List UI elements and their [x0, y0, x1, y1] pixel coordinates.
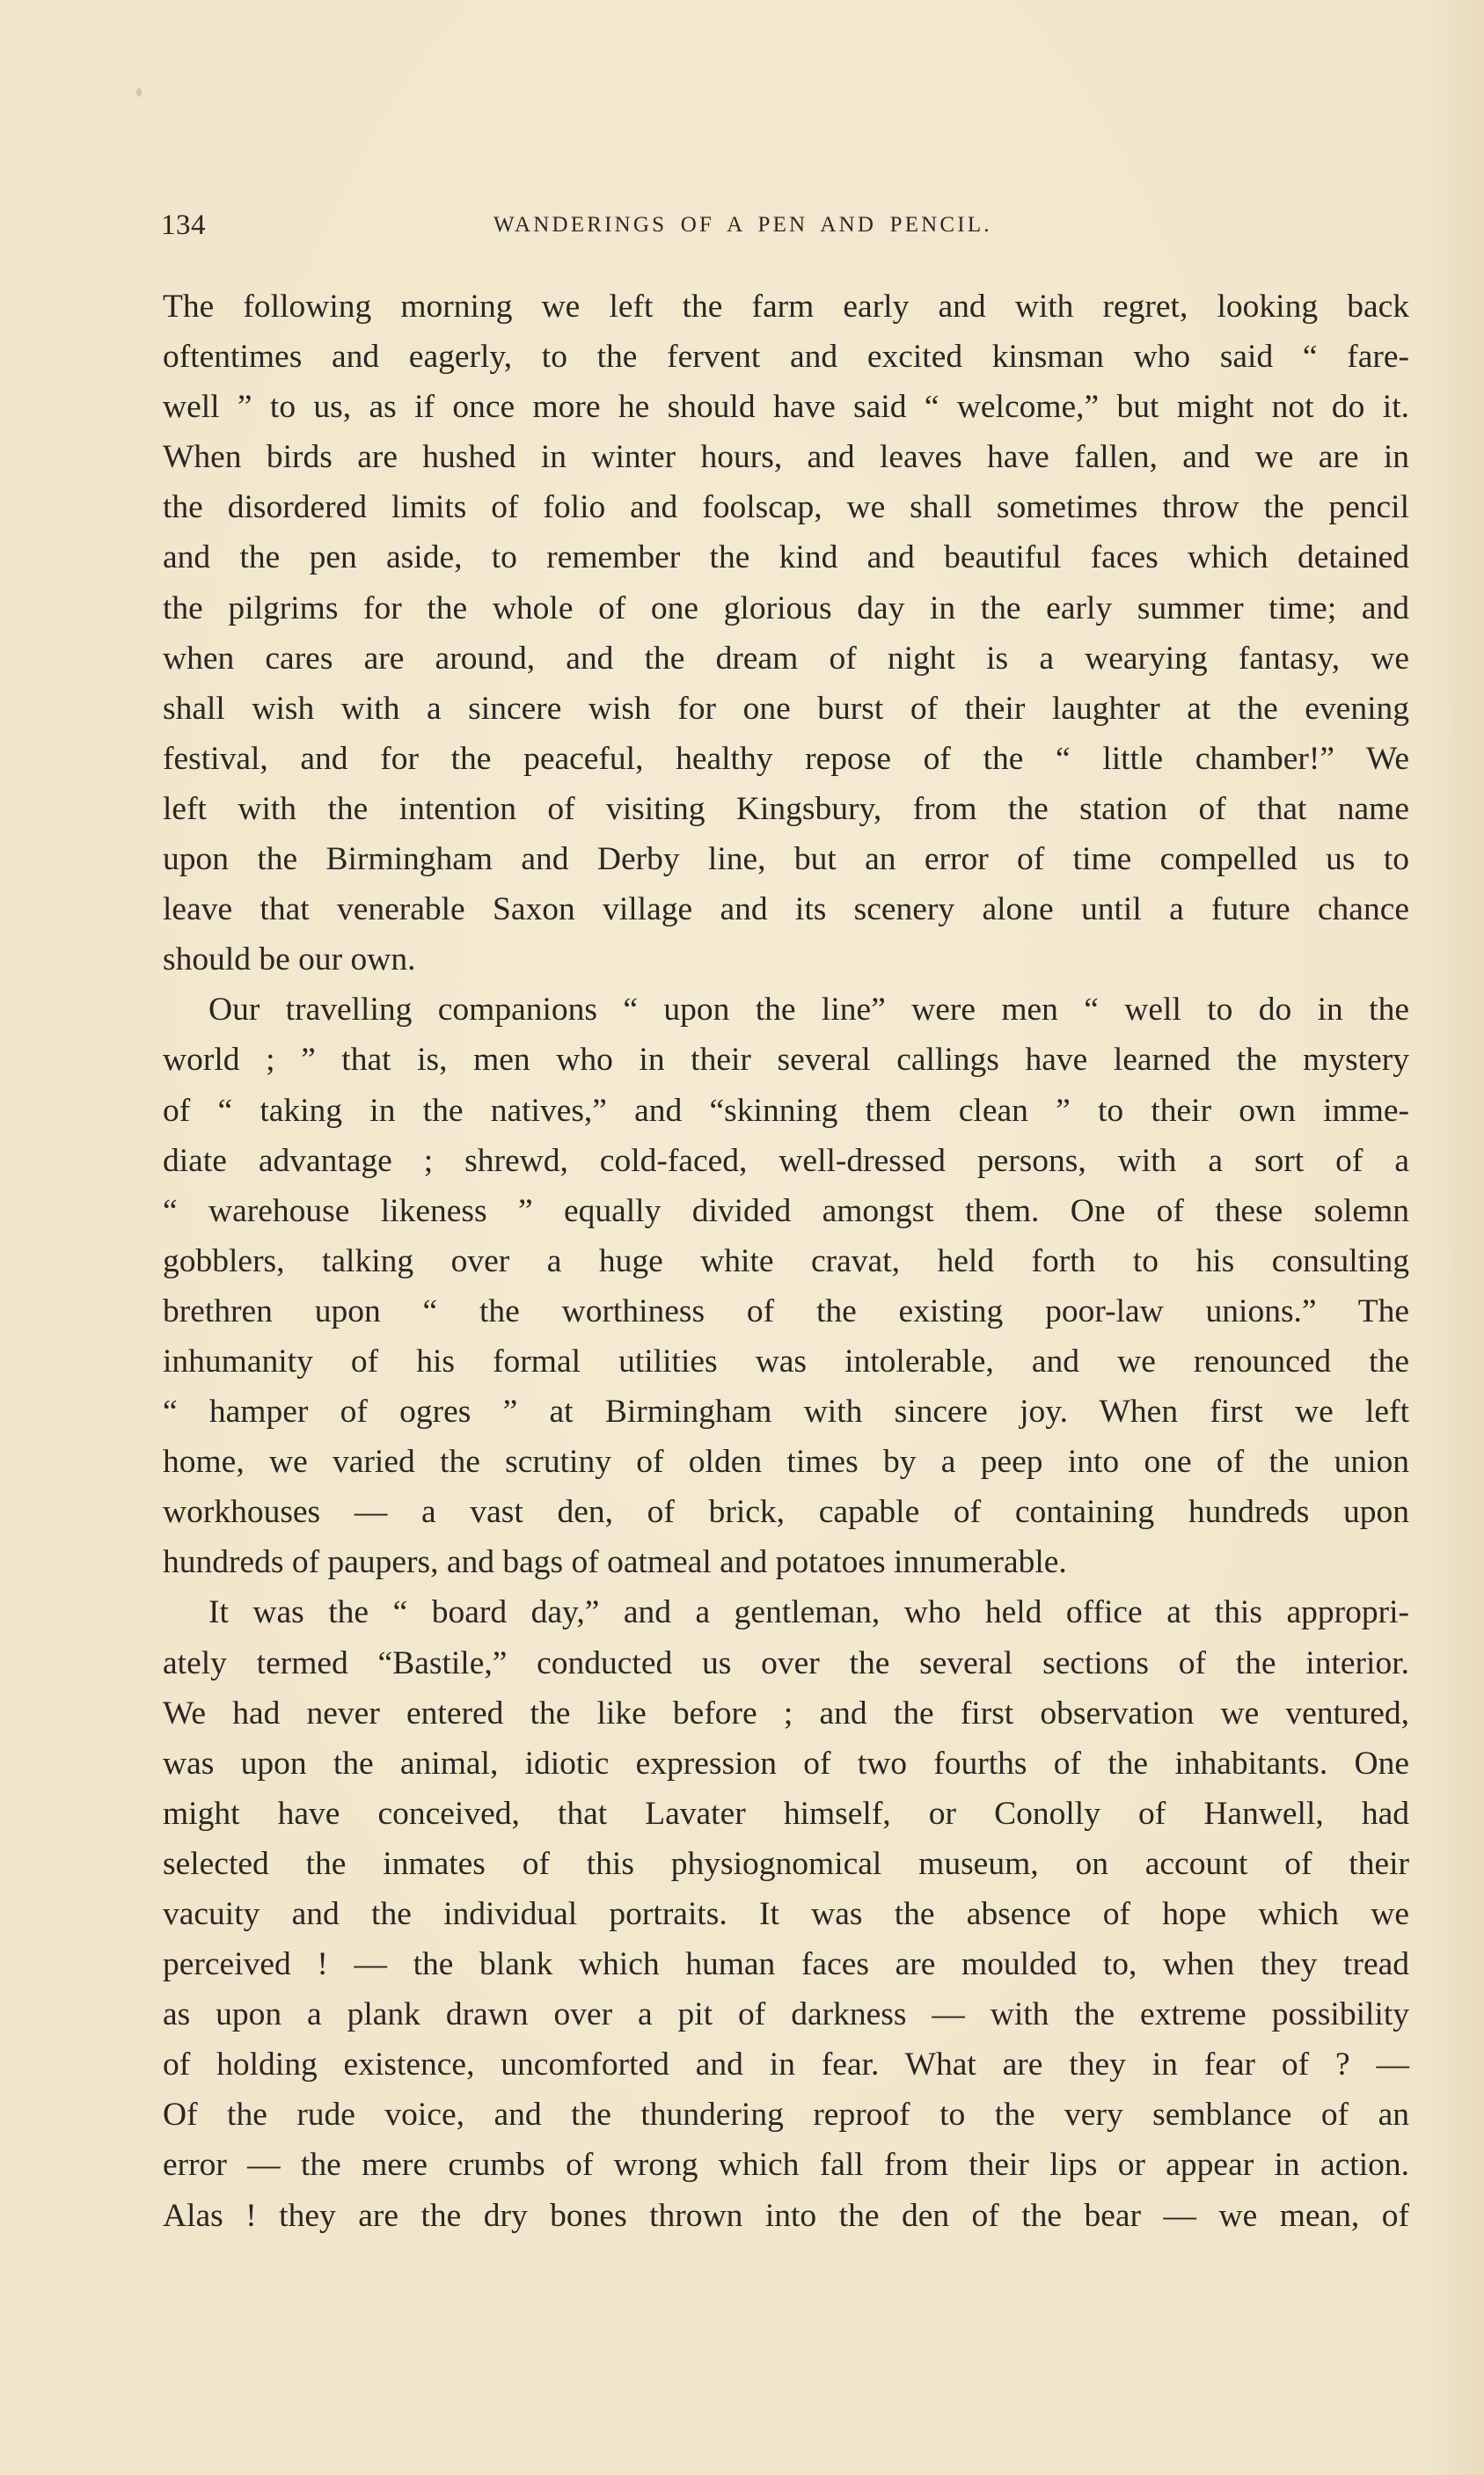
text-line: “ hamper of ogres ” at Birmingham with sincere joy. When first we left: [163, 1394, 1409, 1431]
running-head: [161, 208, 1415, 243]
text-line: world ; ” that is, men who in their several callings have learned the mystery: [163, 1042, 1409, 1079]
running-title: WANDERINGS OF A PEN AND PENCIL.: [493, 213, 992, 237]
text-line: Alas ! they are the dry bones thrown into the den of the bear — we mean, of: [163, 2197, 1409, 2234]
text-line: We had never entered the like before ; and the first observation we ventured,: [163, 1695, 1409, 1732]
text-line: diate advantage ; shrewd, cold-faced, well-dressed persons, with a sort of a: [163, 1142, 1409, 1179]
text-line: home, we varied the scrutiny of olden times by a peep into one of the union: [163, 1444, 1409, 1481]
text-line: the disordered limits of folio and foolscap, we shall sometimes throw the pencil: [163, 489, 1409, 526]
text-line: shall wish with a sincere wish for one burst of their laughter at the evening: [163, 690, 1409, 727]
text-line: was upon the animal, idiotic expression of two fourths of the inhabitants. One: [163, 1745, 1409, 1782]
text-line: error — the mere crumbs of wrong which fall from their lips or appear in action.: [163, 2147, 1409, 2184]
text-line: The following morning we left the farm early and with regret, looking back: [163, 289, 1409, 325]
body-text: [163, 282, 1409, 2241]
paragraph: [163, 282, 1409, 985]
text-line: might have conceived, that Lavater himself, or Conolly of Hanwell, had: [163, 1795, 1409, 1832]
text-line: well ” to us, as if once more he should have said “ welcome,” but might not do it.: [163, 389, 1409, 426]
text-line: oftentimes and eagerly, to the fervent and excited kinsman who said “ fare-: [163, 339, 1409, 376]
text-line: and the pen aside, to remember the kind and beautiful faces which detained: [163, 539, 1409, 576]
text-line: the pilgrims for the whole of one glorious day in the early summer time; and: [163, 589, 1409, 626]
text-line: perceived ! — the blank which human faces are moulded to, when they tread: [163, 1946, 1409, 1983]
text-line: leave that venerable Saxon village and its scenery alone until a future chance: [163, 891, 1409, 928]
paragraph: [163, 985, 1409, 1587]
text-line: Of the rude voice, and the thundering reproof to the very semblance of an: [163, 2097, 1409, 2134]
paragraph: [163, 1587, 1409, 2240]
text-line: “ warehouse likeness ” equally divided amongst them. One of these solemn: [163, 1192, 1409, 1229]
text-line: gobblers, talking over a huge white cravat, held forth to his consulting: [163, 1242, 1409, 1279]
text-line: when cares are around, and the dream of night is a wearying fantasy, we: [163, 640, 1409, 677]
text-line: ately termed “Bastile,” conducted us over the several sections of the interior.: [163, 1644, 1409, 1681]
text-line: workhouses — a vast den, of brick, capable of containing hundreds upon: [163, 1494, 1409, 1531]
paper-speck: [136, 88, 142, 97]
text-line: It was the “ board day,” and a gentleman, who held office at this appropri-: [208, 1594, 1409, 1631]
text-line: should be our own.: [163, 941, 416, 978]
text-line: left with the intention of visiting Kingsbury, from the station of that name: [163, 790, 1409, 827]
text-line: as upon a plank drawn over a pit of darkness — with the extreme possibility: [163, 1996, 1409, 2033]
text-line: hundreds of paupers, and bags of oatmeal and potatoes innumerable.: [163, 1544, 1067, 1581]
text-line: brethren upon “ the worthiness of the existing poor-law unions.” The: [163, 1292, 1409, 1329]
page-number: 134: [161, 209, 206, 241]
text-line: vacuity and the individual portraits. It was the absence of hope which we: [163, 1896, 1409, 1932]
text-line: upon the Birmingham and Derby line, but an error of time compelled us to: [163, 841, 1409, 878]
text-line: of holding existence, uncomforted and in fear. What are they in fear of ? —: [163, 2047, 1409, 2083]
text-line: festival, and for the peaceful, healthy repose of the “ little chamber!” We: [163, 740, 1409, 777]
text-line: Our travelling companions “ upon the line” were men “ well to do in the: [208, 992, 1409, 1029]
text-line: of “ taking in the natives,” and “skinning them clean ” to their own imme-: [163, 1092, 1409, 1129]
text-line: selected the inmates of this physiognomical museum, on account of their: [163, 1845, 1409, 1882]
text-line: When birds are hushed in winter hours, and leaves have fallen, and we are in: [163, 439, 1409, 476]
text-line: inhumanity of his formal utilities was intolerable, and we renounced the: [163, 1343, 1409, 1380]
